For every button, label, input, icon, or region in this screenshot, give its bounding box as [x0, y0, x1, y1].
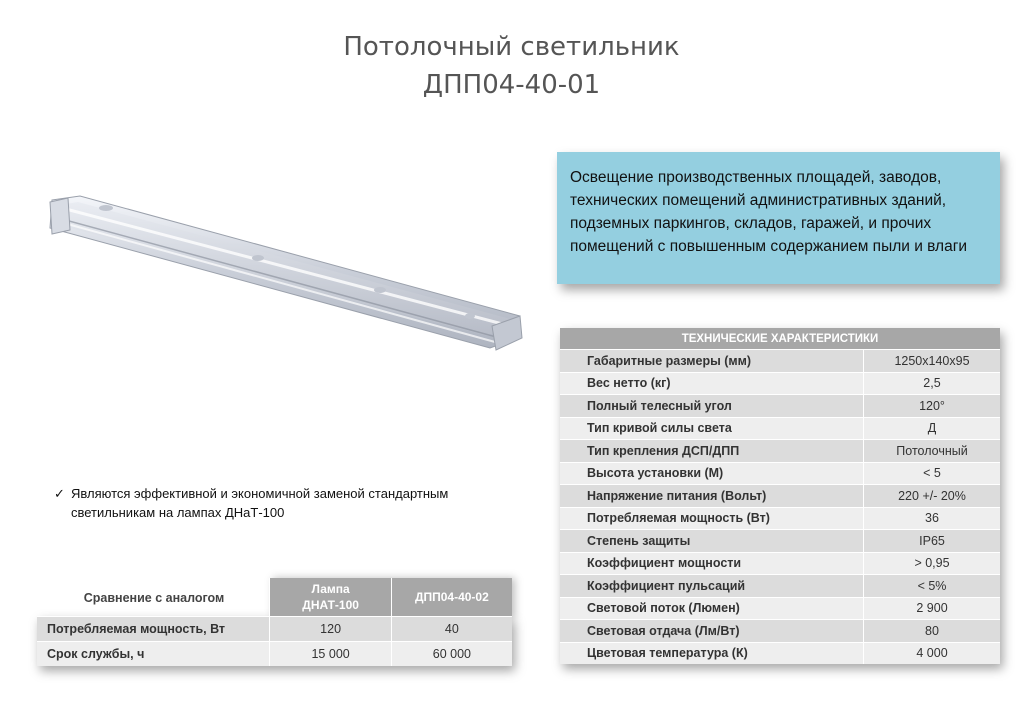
spec-value: < 5: [864, 462, 1001, 485]
spec-row: [560, 372, 1000, 395]
comparison-caption: Сравнение с аналогом: [83, 591, 225, 605]
spec-row: [560, 552, 1000, 575]
spec-value: Потолочный: [864, 440, 1001, 463]
spec-label: Напряжение питания (Вольт): [560, 485, 864, 508]
checkmark-icon: ✓: [54, 486, 65, 501]
title-line-1: Потолочный светильник: [343, 32, 680, 62]
title-line-2: ДПП04-40-01: [422, 70, 601, 100]
luminaire-photo-icon: [40, 188, 530, 378]
spec-row: [560, 620, 1000, 643]
comparison-row: [37, 642, 512, 667]
spec-label: Световая отдача (Лм/Вт): [560, 620, 864, 643]
spec-label: Высота установки (М): [560, 462, 864, 485]
spec-row: [560, 485, 1000, 508]
spec-row: [560, 395, 1000, 418]
spec-value: 120°: [864, 395, 1001, 418]
spec-value: 80: [864, 620, 1001, 643]
spec-row: [560, 575, 1000, 598]
page-title: [0, 28, 1023, 104]
spec-value: 4 000: [864, 642, 1001, 664]
spec-value: Д: [864, 417, 1001, 440]
spec-value: 1250x140x95: [864, 350, 1001, 373]
spec-label: Световой поток (Люмен): [560, 597, 864, 620]
spec-row: [560, 462, 1000, 485]
comparison-value-dpp: 60 000: [391, 642, 512, 667]
spec-label: Тип крепления ДСП/ДПП: [560, 440, 864, 463]
spec-label: Коэффициент мощности: [560, 552, 864, 575]
spec-label: Коэффициент пульсаций: [560, 575, 864, 598]
spec-row: [560, 440, 1000, 463]
spec-row: [560, 597, 1000, 620]
spec-row: [560, 417, 1000, 440]
spec-label: Вес нетто (кг): [560, 372, 864, 395]
application-info-box: Освещение производственных площадей, заводов, технических помещений административных зданий, подземных паркингов, складов, гаражей, и прочих помещений с повышенным содержанием пыли и влаги: [557, 152, 1000, 284]
comparison-label: Потребляемая мощность, Вт: [37, 617, 270, 642]
spec-label: Потребляемая мощность (Вт): [560, 507, 864, 530]
spec-value: 36: [864, 507, 1001, 530]
comparison-row: [37, 617, 512, 642]
spec-label: Цветовая температура (К): [560, 642, 864, 664]
spec-label: Степень защиты: [560, 530, 864, 553]
spec-row: [560, 530, 1000, 553]
spec-row: [560, 350, 1000, 373]
comparison-value-dnat: 15 000: [270, 642, 391, 667]
spec-label: Габаритные размеры (мм): [560, 350, 864, 373]
comparison-label: Срок службы, ч: [37, 642, 270, 667]
spec-value: 2,5: [864, 372, 1001, 395]
technical-specs-table: [560, 328, 1000, 664]
comparison-value-dpp: 40: [391, 617, 512, 642]
spec-value: < 5%: [864, 575, 1001, 598]
spec-value: 220 +/- 20%: [864, 485, 1001, 508]
spec-label: Тип кривой силы света: [560, 417, 864, 440]
comparison-value-dnat: 120: [270, 617, 391, 642]
comparison-table: [37, 578, 512, 666]
advantage-text: Являются эффективной и экономичной заменой стандартным светильникам на лампах ДНаТ-100: [71, 486, 449, 520]
specs-header: ТЕХНИЧЕСКИЕ ХАРАКТЕРИСТИКИ: [560, 328, 1000, 350]
spec-label: Полный телесный угол: [560, 395, 864, 418]
spec-value: 2 900: [864, 597, 1001, 620]
spec-row: [560, 642, 1000, 664]
spec-value: > 0,95: [864, 552, 1001, 575]
comparison-col-dnat: Лампа ДНАТ-100: [270, 578, 391, 617]
spec-row: [560, 507, 1000, 530]
comparison-col-dpp: ДПП04-40-02: [391, 578, 512, 617]
spec-value: IP65: [864, 530, 1001, 553]
advantage-bullet: [54, 484, 524, 522]
